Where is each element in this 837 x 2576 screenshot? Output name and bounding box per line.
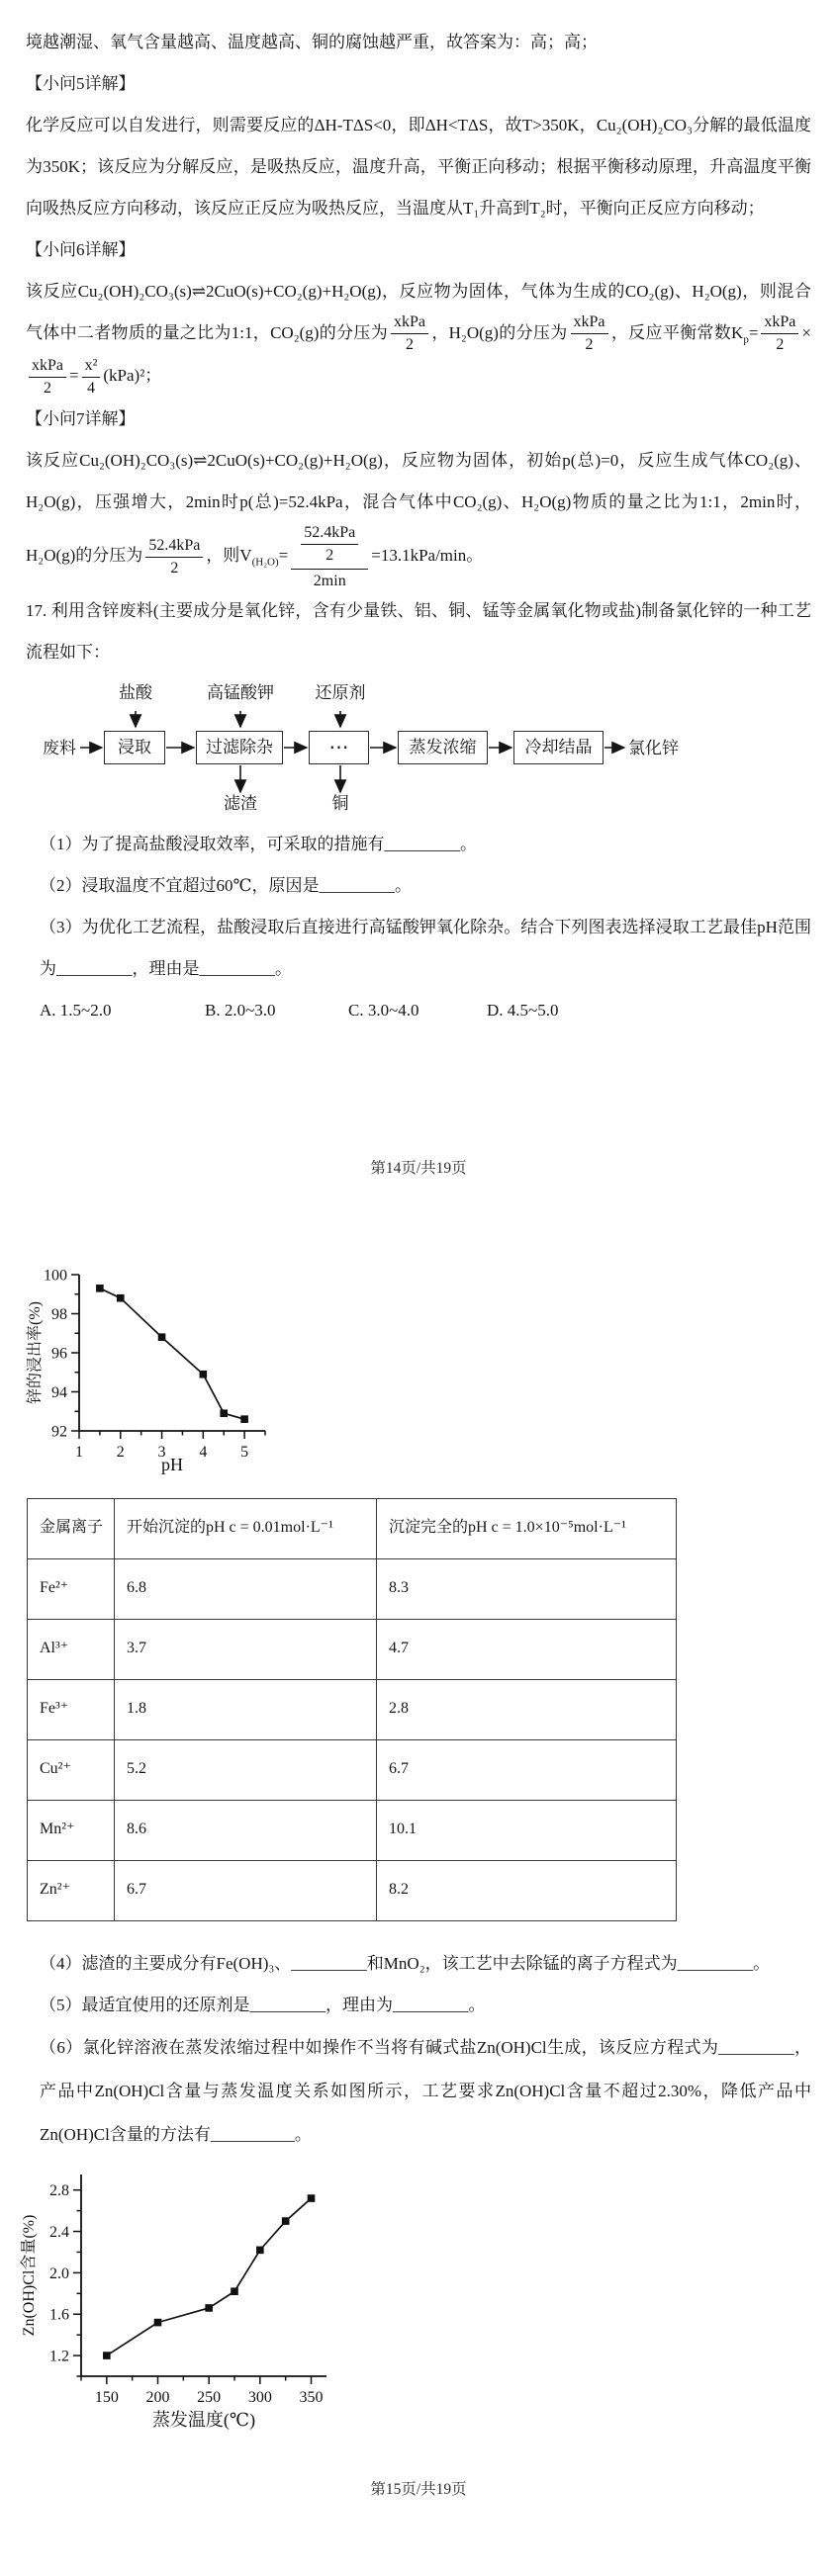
- cell-complete-ph: 2.8: [377, 1679, 677, 1739]
- equation-fraction: [145, 536, 203, 578]
- znohcl-content-chart: [18, 2165, 336, 2434]
- svg-text:2.4: 2.4: [49, 2224, 69, 2242]
- cell-ion: Zn²⁺: [28, 1860, 115, 1920]
- choice-options-row: [26, 990, 811, 1031]
- svg-text:250: 250: [197, 2389, 222, 2407]
- flow-input-hcl: 盐酸: [119, 683, 152, 703]
- column-header-complete-ph: 沉淀完全的pH c = 1.0×10⁻⁵mol·L⁻¹: [377, 1498, 677, 1558]
- cell-start-ph: 1.8: [115, 1679, 377, 1739]
- svg-text:2.0: 2.0: [49, 2265, 69, 2283]
- svg-text:1: 1: [75, 1443, 83, 1461]
- page-footer-14: 第14页/共19页: [370, 1160, 467, 1178]
- fraction-denominator: 2: [44, 380, 51, 398]
- fraction-denominator: 2min: [313, 573, 346, 590]
- fraction-denominator: 2: [406, 336, 415, 354]
- equation-fraction: [391, 312, 428, 355]
- paragraph-question17-intro: 17. 利用含锌废料(主要成分是氧化锌，含有少量铁、铝、铜、锰等金属氧化物或盐)制备氯化锌的一种工艺流程如下：: [26, 601, 811, 663]
- section-heading-q5: 【小问5详解】: [26, 73, 136, 93]
- question-item-2: （2）浸取温度不宜超过60℃，原因是_________。: [40, 876, 413, 896]
- svg-text:350: 350: [299, 2389, 324, 2407]
- cell-ion: Al³⁺: [28, 1619, 115, 1679]
- cell-complete-ph: 6.7: [377, 1739, 677, 1800]
- text-run: =: [748, 322, 759, 342]
- fraction-numerator: 52.4kPa: [301, 523, 358, 545]
- svg-text:pH: pH: [161, 1454, 183, 1474]
- fraction-numerator: xkPa: [761, 312, 798, 334]
- flow-box-unknown-step: ⋯: [309, 731, 369, 764]
- cell-ion: Cu²⁺: [28, 1739, 115, 1800]
- svg-text:100: 100: [44, 1267, 67, 1285]
- kp-subscript: p: [743, 333, 749, 346]
- option-b: B. 2.0~3.0: [205, 1001, 276, 1021]
- fraction-denominator: 2: [776, 336, 785, 354]
- equation-nested-fraction: [291, 523, 368, 590]
- cell-complete-ph: 8.2: [377, 1860, 677, 1920]
- section-heading-q7: 【小问7详解】: [26, 409, 136, 429]
- option-c: C. 3.0~4.0: [348, 1001, 419, 1021]
- svg-text:200: 200: [145, 2389, 170, 2407]
- flow-end-label: 氯化锌: [628, 739, 679, 758]
- table-header-row: [28, 1498, 677, 1558]
- svg-text:94: 94: [51, 1383, 67, 1401]
- table-row: [28, 1619, 677, 1679]
- svg-text:2: 2: [116, 1443, 125, 1461]
- question-item-1: （1）为了提高盐酸浸取效率，可采取的措施有_________。: [40, 835, 477, 854]
- column-header-ion: 金属离子: [28, 1498, 115, 1558]
- cell-start-ph: 8.6: [115, 1800, 377, 1860]
- table-row: [28, 1800, 677, 1860]
- v-subscript: (H₂O): [251, 556, 279, 569]
- text-run: ，反应平衡常数K: [610, 322, 744, 342]
- cell-start-ph: 6.8: [115, 1558, 377, 1619]
- column-header-start-ph: 开始沉淀的pH c = 0.01mol·L⁻¹: [115, 1498, 377, 1558]
- svg-text:1.6: 1.6: [49, 2307, 69, 2325]
- text-run: 该反应Cu₂(OH)₂CO₃(s)⇌2CuO(s)+CO₂(g)+H₂O(g)，反应物为固体，气体为生成的CO₂(g)、H₂O(g)，则混合气体中二者物质的量之比为1:1，CO₂(g)的分压为: [26, 281, 811, 342]
- flow-input-reductant: 还原剂: [315, 683, 366, 703]
- paragraph-intro: 境越潮湿、氧气含量越高、温度越高、铜的腐蚀越严重，故答案为：高；高；: [26, 33, 598, 51]
- cell-start-ph: 3.7: [115, 1619, 377, 1679]
- flow-output-copper: 铜: [331, 794, 349, 814]
- flow-output-residue: 滤渣: [224, 794, 257, 814]
- cell-complete-ph: 4.7: [377, 1619, 677, 1679]
- precipitation-ph-table: [27, 1498, 677, 1921]
- cell-ion: Mn²⁺: [28, 1800, 115, 1860]
- paragraph-q7-body: [26, 440, 811, 590]
- page-footer-15: 第15页/共19页: [370, 2481, 467, 2499]
- svg-text:5: 5: [240, 1443, 249, 1461]
- flow-box-filter: 过滤除杂: [196, 731, 283, 764]
- cell-ion: Fe³⁺: [28, 1679, 115, 1739]
- fraction-denominator: 2: [170, 559, 179, 577]
- text-run: =13.1kPa/min。: [371, 546, 484, 566]
- svg-text:300: 300: [247, 2389, 272, 2407]
- fraction-denominator: 2: [326, 547, 334, 565]
- text-run: ，则V: [206, 546, 252, 566]
- table-row: [28, 1739, 677, 1800]
- equation-fraction: [761, 312, 798, 355]
- process-flow-diagram: [43, 681, 696, 818]
- fraction-numerator: 52.4kPa: [145, 536, 203, 558]
- fraction-denominator: 2: [585, 336, 594, 354]
- text-run: (kPa)²；: [103, 366, 162, 386]
- equation-fraction: [82, 356, 101, 399]
- svg-text:锌的浸出率(%): 锌的浸出率(%): [27, 1300, 44, 1404]
- cell-start-ph: 6.7: [115, 1860, 377, 1920]
- text-run: =: [69, 366, 79, 386]
- zinc-leaching-rate-chart: [24, 1263, 273, 1478]
- svg-text:4: 4: [199, 1443, 208, 1461]
- option-d: D. 4.5~5.0: [487, 1001, 559, 1021]
- svg-text:Zn(OH)Cl含量(%): Zn(OH)Cl含量(%): [21, 2215, 38, 2337]
- svg-text:92: 92: [51, 1423, 67, 1441]
- equation-fraction: [301, 523, 358, 566]
- table-row: [28, 1679, 677, 1739]
- table-row: [28, 1860, 677, 1920]
- svg-text:96: 96: [51, 1345, 67, 1363]
- fraction-numerator: xkPa: [29, 356, 66, 378]
- cell-complete-ph: 10.1: [377, 1800, 677, 1860]
- fraction-numerator: x²: [82, 356, 101, 378]
- svg-text:蒸发温度(℃): 蒸发温度(℃): [151, 2410, 256, 2431]
- question-item-3: （3）为优化工艺流程，盐酸浸取后直接进行高锰酸钾氧化除杂。结合下列图表选择浸取工艺最佳pH范围为_________，理由是_________。: [40, 918, 811, 979]
- text-run: ，H₂O(g)的分压为: [431, 322, 568, 342]
- paragraph-q5-body: 化学反应可以自发进行，则需要反应的ΔH-TΔS<0，即ΔH<TΔS，故T>350K，Cu₂(OH)₂CO₃分解的最低温度为350K；该反应为分解反应，是吸热反应，温度升高，平衡正向移动；根据平衡移动原理，升高温度平衡向吸热反应方向移动，该反应正反应为吸热反应，当温度从T₁升高到T₂时，平衡向正反应方向移动；: [26, 115, 811, 218]
- cell-ion: Fe²⁺: [28, 1558, 115, 1619]
- text-run: =: [278, 546, 289, 566]
- flow-box-evaporate: 蒸发浓缩: [398, 731, 488, 764]
- text-run: ×: [801, 322, 811, 342]
- svg-text:150: 150: [94, 2389, 119, 2407]
- table-row: [28, 1558, 677, 1619]
- fraction-numerator: [291, 523, 368, 570]
- section-heading-q6: 【小问6详解】: [26, 239, 136, 259]
- flow-box-leach: 浸取: [104, 731, 165, 764]
- flow-box-crystallize: 冷却结晶: [513, 731, 604, 764]
- svg-text:1.2: 1.2: [49, 2348, 69, 2365]
- text-run: 该反应Cu₂(OH)₂CO₃(s)⇌2CuO(s)+CO₂(g)+H₂O(g)，反应物为固体，初始p(总)=0，反应生成气体CO₂(g)、H₂O(g)，压强增大，2min时p(总)=52.4kPa，混合气体中CO₂(g)、H₂O(g)物质的量之比为1:1，2min时，H₂O(g)的分压为: [26, 451, 811, 566]
- question-item-4: （4）滤渣的主要成分有Fe(OH)₃、_________和MnO₂，该工艺中去除锰的离子方程式为_________。: [40, 1953, 771, 1973]
- option-a: A. 1.5~2.0: [40, 1001, 112, 1021]
- flow-input-kmno4: 高锰酸钾: [207, 683, 274, 703]
- question-item-6: （6）氯化锌溶液在蒸发浓缩过程中如操作不当将有碱式盐Zn(OH)Cl生成，该反应方程式为_________，产品中Zn(OH)Cl含量与蒸发温度关系如图所示，工艺要求Zn(OH)Cl含量不超过2.30%，降低产品中Zn(OH)Cl含量的方法有__________。: [40, 2037, 811, 2145]
- question-item-5: （5）最适宜使用的还原剂是_________，理由为_________。: [40, 1995, 486, 2014]
- paragraph-q6-body: [26, 271, 811, 399]
- cell-start-ph: 5.2: [115, 1739, 377, 1800]
- fraction-denominator: 4: [86, 380, 95, 398]
- equation-fraction: [29, 356, 66, 399]
- cell-complete-ph: 8.3: [377, 1558, 677, 1619]
- svg-text:3: 3: [157, 1443, 166, 1461]
- equation-fraction: [571, 312, 608, 355]
- svg-text:98: 98: [51, 1305, 67, 1323]
- fraction-numerator: xkPa: [391, 312, 428, 334]
- flow-start-label: 废料: [43, 739, 76, 758]
- svg-text:2.8: 2.8: [49, 2182, 69, 2200]
- fraction-numerator: xkPa: [571, 312, 608, 334]
